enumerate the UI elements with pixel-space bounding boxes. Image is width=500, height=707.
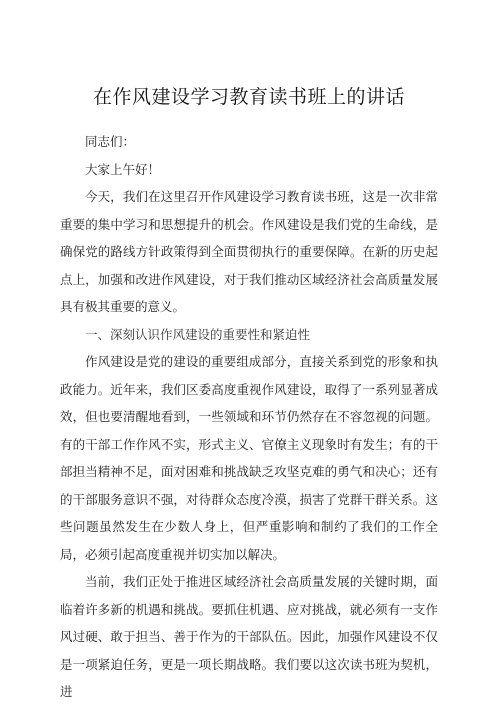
salutation: 同志们： bbox=[85, 134, 136, 149]
document-title: 在作风建设学习教育读书班上的讲话 bbox=[92, 86, 405, 108]
body-paragraph-intro: 今天，我们在这里召开作风建设学习教育读书班，这是一次非常重要的集中学习和思想提升的机会。作风建设是我们党的生命线，是确保党的路线方针政策得到全面贯彻执行的重要保障。在新的历史起点上，加强和改进作风建设，对于我们推动区域经济社会高质量发展具有极其重要的意义。 bbox=[60, 189, 438, 314]
section-heading-1: 一、深刻认识作风建设的重要性和紧迫性 bbox=[85, 326, 311, 342]
body-paragraph-importance: 作风建设是党的建设的重要组成部分，直接关系到党的形象和执政能力。近年来，我们区委高度重视作风建设，取得了一系列显著成效，但也要清醒地看到，一些领域和环节仍然存在不容忽视的问题。有的干部工作作风不实，形式主义、官僚主义现象时有发生；有的干部担当精神不足，面对困难和挑战缺乏攻坚克难的勇气和决心；还有的干部服务意识不强，对待群众态度冷漠，损害了党群干群关系。这些问题虽然发生在少数人身上，但严重影响和制约了我们的工作全局，必须引起高度重视并切实加以解决。 bbox=[60, 354, 438, 562]
greeting: 大家上午好！ bbox=[85, 161, 161, 177]
body-paragraph-current-period: 当前，我们正处于推进区域经济社会高质量发展的关键时期，面临着许多新的机遇和挑战。要抓住机遇、应对挑战，就必须有一支作风过硬、敢于担当、善于作为的干部队伍。因此，加强作风建设不仅是一项紧迫任务，更是一项长期战略。我们要以这次读书班为契机，进 bbox=[60, 574, 438, 699]
